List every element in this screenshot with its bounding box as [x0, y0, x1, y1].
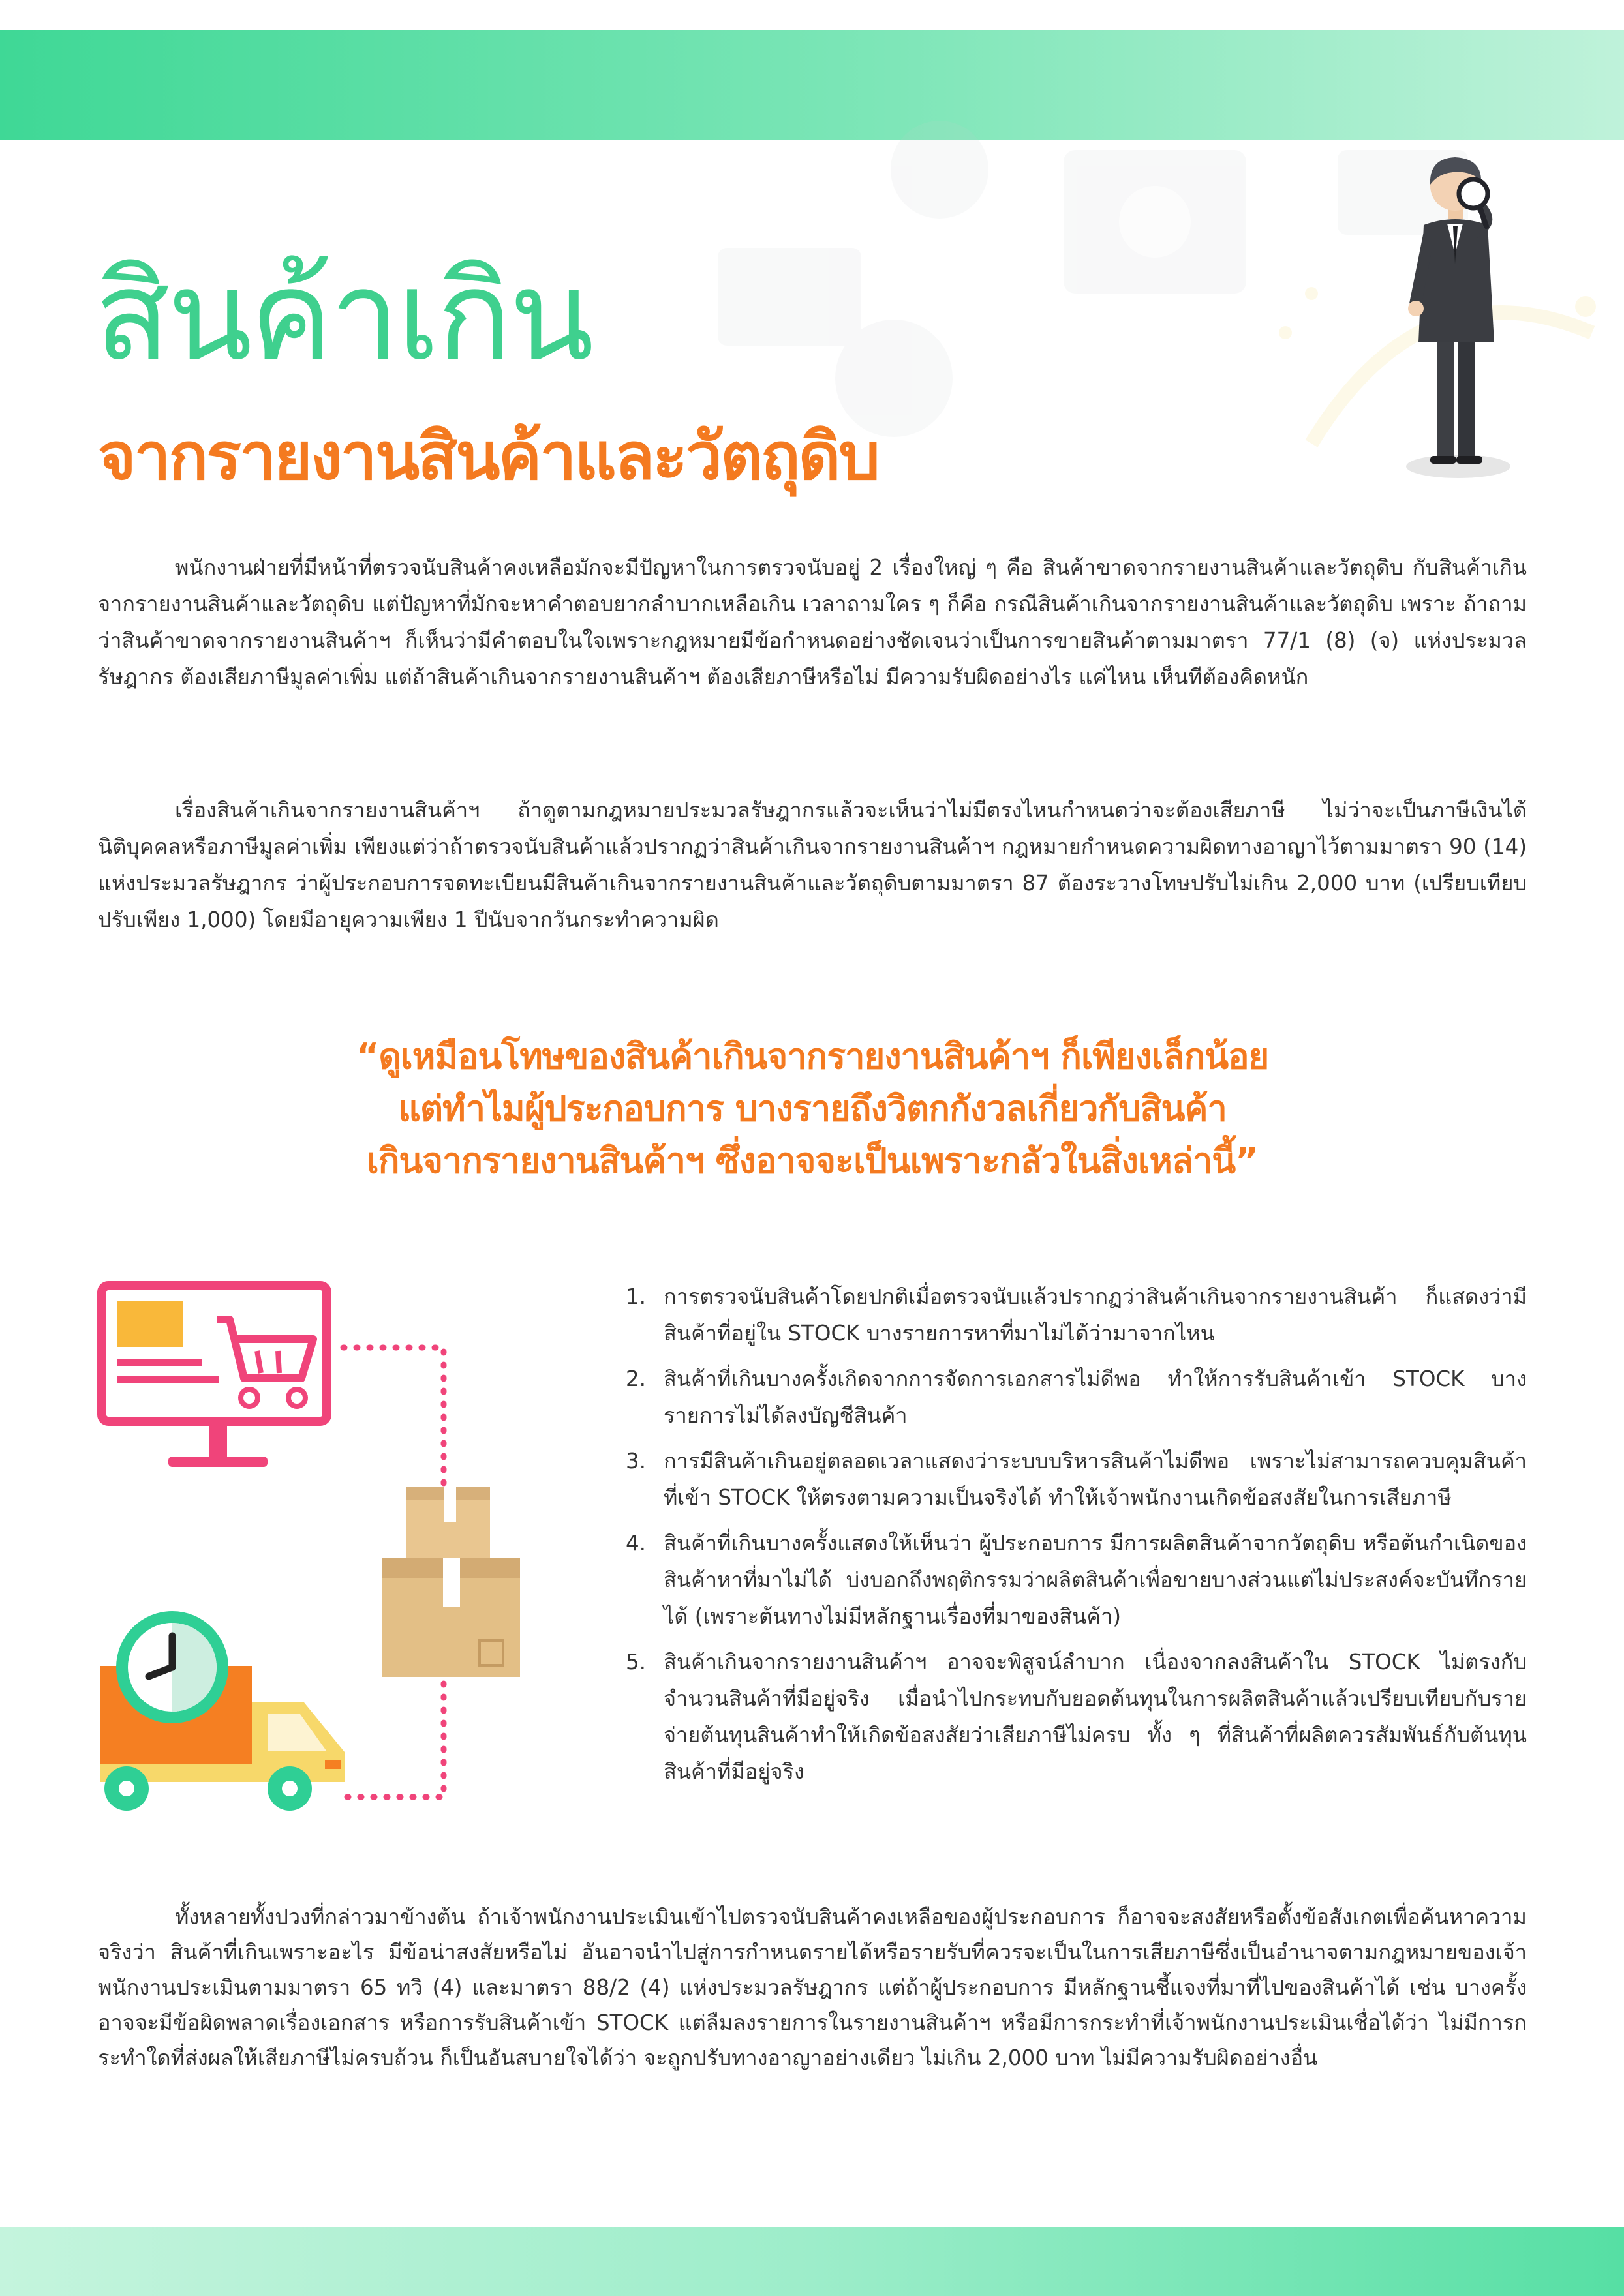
- pull-quote-line-3: เกินจากรายงานสินค้าฯ ซึ่งอาจจะเป็นเพราะกลัวในสิ่งเหล่านี้”: [367, 1140, 1258, 1181]
- list-item: [617, 1644, 1527, 1790]
- dotted-connector-bottom: [339, 1680, 450, 1810]
- list-item-text: สินค้าที่เกินบางครั้งเกิดจากการจัดการเอกสารไม่ดีพอ ทำให้การรับสินค้าเข้า STOCK บางรายการไม่ได้ลงบัญชีสินค้า: [664, 1367, 1527, 1428]
- page-subtitle: จากรายงานสินค้าและวัตถุดิบ: [98, 418, 879, 494]
- list-item-number: 1.: [626, 1284, 647, 1309]
- boxes-icon: [382, 1484, 525, 1680]
- pull-quote-line-1: “ดูเหมือนโทษของสินค้าเกินจากรายงานสินค้าฯ ก็เพียงเล็กน้อย: [356, 1036, 1269, 1077]
- inspector-with-magnifier-icon: [1390, 140, 1527, 486]
- computer-cart-icon: [98, 1282, 339, 1477]
- numbered-list: [617, 1278, 1527, 1799]
- delivery-truck-clock-icon: [97, 1605, 351, 1813]
- pull-quote: [196, 1031, 1429, 1187]
- list-item-number: 5.: [626, 1650, 647, 1674]
- list-item-text: การมีสินค้าเกินอยู่ตลอดเวลาแสดงว่าระบบบริหารสินค้าไม่ดีพอ เพราะไม่สามารถควบคุมสินค้าที่เข้า STOCK ให้ตรงตามความเป็นจริงได้ ทำให้เจ้าพนักงานเกิดข้อสงสัยในการเสียภาษี: [664, 1449, 1527, 1510]
- list-item: [617, 1443, 1527, 1516]
- intro-paragraph-1: พนักงานฝ่ายที่มีหน้าที่ตรวจนับสินค้าคงเหลือมักจะมีปัญหาในการตรวจนับอยู่ 2 เรื่องใหญ่ ๆ คือ สินค้าขาดจากรายงานสินค้าและวัตถุดิบ กับสินค้าเกินจากรายงานสินค้าและวัตถุดิบ แต่ปัญหาที่มักจะหาคำตอบยากลำบากเหลือเกิน เวลาถามใคร ๆ ก็คือ กรณีสินค้าเกินจากรายงานสินค้าและวัตถุดิบ เพราะ ถ้าถามว่าสินค้าขาดจากรายงานสินค้าฯ ก็เห็นว่ามีคำตอบในใจเพราะกฎหมายมีข้อกำหนดอย่างชัดเจนว่าเป็นการขายสินค้าตามมาตรา 77/1 (8) (จ) แห่งประมวลรัษฎากร ต้องเสียภาษีมูลค่าเพิ่ม แต่ถ้าสินค้าเกินจากรายงานสินค้าฯ ต้องเสียภาษีหรือไม่ มีความรับผิดอย่างไร แค่ไหน เห็นทีต้องคิดหนัก: [98, 555, 1527, 689]
- list-item-text: สินค้าเกินจากรายงานสินค้าฯ อาจจะพิสูจน์ลำบาก เนื่องจากลงสินค้าใน STOCK ไม่ตรงกับจำนวนสินค้าที่มีอยู่จริง เมื่อนำไปกระทบกับยอดต้นทุนในการผลิตสินค้าแล้วเปรียบเทียบกับรายจ่ายต้นทุนสินค้าทำให้เกิดข้อสงสัยว่าเสียภาษีไม่ครบ ทั้ง ๆ ที่สินค้าที่ผลิตควรสัมพันธ์กับต้นทุนสินค้าที่มีอยู่จริง: [664, 1650, 1527, 1784]
- list-item: [617, 1361, 1527, 1434]
- list-item-number: 3.: [626, 1449, 647, 1473]
- list-item-text: การตรวจนับสินค้าโดยปกติเมื่อตรวจนับแล้วปรากฏว่าสินค้าเกินจากรายงานสินค้า ก็แสดงว่ามีสินค้าที่อยู่ใน STOCK บางรายการหาที่มาไม่ได้ว่ามาจากไหน: [664, 1284, 1527, 1346]
- dotted-connector-top: [339, 1344, 450, 1500]
- pull-quote-line-2: แต่ทำไมผู้ประกอบการ บางรายถึงวิตกกังวลเกี่ยวกับสินค้า: [398, 1088, 1227, 1129]
- list-item-number: 4.: [626, 1531, 647, 1556]
- closing-paragraph: ทั้งหลายทั้งปวงที่กล่าวมาข้างต้น ถ้าเจ้าพนักงานประเมินเข้าไปตรวจนับสินค้าคงเหลือของผู้ประกอบการ ก็อาจจะสงสัยหรือตั้งข้อสังเกตเพื่อค้นหาความจริงว่า สินค้าที่เกินเพราะอะไร มีข้อน่าสงสัยหรือไม่ อันอาจนำไปสู่การกำหนดรายได้หรือรายรับที่ควรจะเป็นในการเสียภาษีซึ่งเป็นอำนาจตามกฎหมายของเจ้าพนักงานประเมินตามมาตรา 65 ทวิ (4) และมาตรา 88/2 (4) แห่งประมวลรัษฎากร แต่ถ้าผู้ประกอบการ มีหลักฐานชี้แจงที่มาที่ไปของสินค้าได้ เช่น บางครั้งอาจจะมีข้อผิดพลาดเรื่องเอกสาร หรือการรับสินค้าเข้า STOCK แต่ลืมลงรายการในรายงานสินค้าฯ หรือมีการกระทำที่เจ้าพนักงานประเมินเชื่อได้ว่า ไม่มีการกระทำใดที่ส่งผลให้เสียภาษีไม่ครบถ้วน ก็เป็นอันสบายใจได้ว่า จะถูกปรับทางอาญาอย่างเดียว ไม่เกิน 2,000 บาท ไม่มีความรับผิดอย่างอื่น: [98, 1905, 1527, 2070]
- list-item: [617, 1525, 1527, 1635]
- list-item-number: 2.: [626, 1367, 647, 1391]
- page-title: สินค้าเกิน: [95, 244, 592, 388]
- list-item: [617, 1278, 1527, 1352]
- bottom-footer-band: [0, 2227, 1624, 2296]
- list-item-text: สินค้าที่เกินบางครั้งแสดงให้เห็นว่า ผู้ประกอบการ มีการผลิตสินค้าจากวัตถุดิบ หรือต้นกำเนิดของสินค้าหาที่มาไม่ได้ บ่งบอกถึงพฤติกรรมว่าผลิตสินค้าเพื่อขายบางส่วนแต่ไม่ประสงค์จะบันทึกรายได้ (เพราะต้นทางไม่มีหลักฐานเรื่องที่มาของสินค้า): [664, 1531, 1527, 1629]
- intro-paragraph-2: เรื่องสินค้าเกินจากรายงานสินค้าฯ ถ้าดูตามกฎหมายประมวลรัษฎากรแล้วจะเห็นว่าไม่มีตรงไหนกำหนดว่าจะต้องเสียภาษี ไม่ว่าจะเป็นภาษีเงินได้นิติบุคคลหรือภาษีมูลค่าเพิ่ม เพียงแต่ว่าถ้าตรวจนับสินค้าแล้วปรากฏว่าสินค้าเกินจากรายงานสินค้าฯ กฎหมายกำหนดความผิดทางอาญาไว้ตามมาตรา 90 (14) แห่งประมวลรัษฎากร ว่าผู้ประกอบการจดทะเบียนมีสินค้าเกินจากรายงานสินค้าและวัตถุดิบตามมาตรา 87 ต้องระวางโทษปรับไม่เกิน 2,000 บาท (เปรียบเทียบปรับเพียง 1,000) โดยมีอายุความเพียง 1 ปีนับจากวันกระทำความผิด: [98, 798, 1527, 932]
